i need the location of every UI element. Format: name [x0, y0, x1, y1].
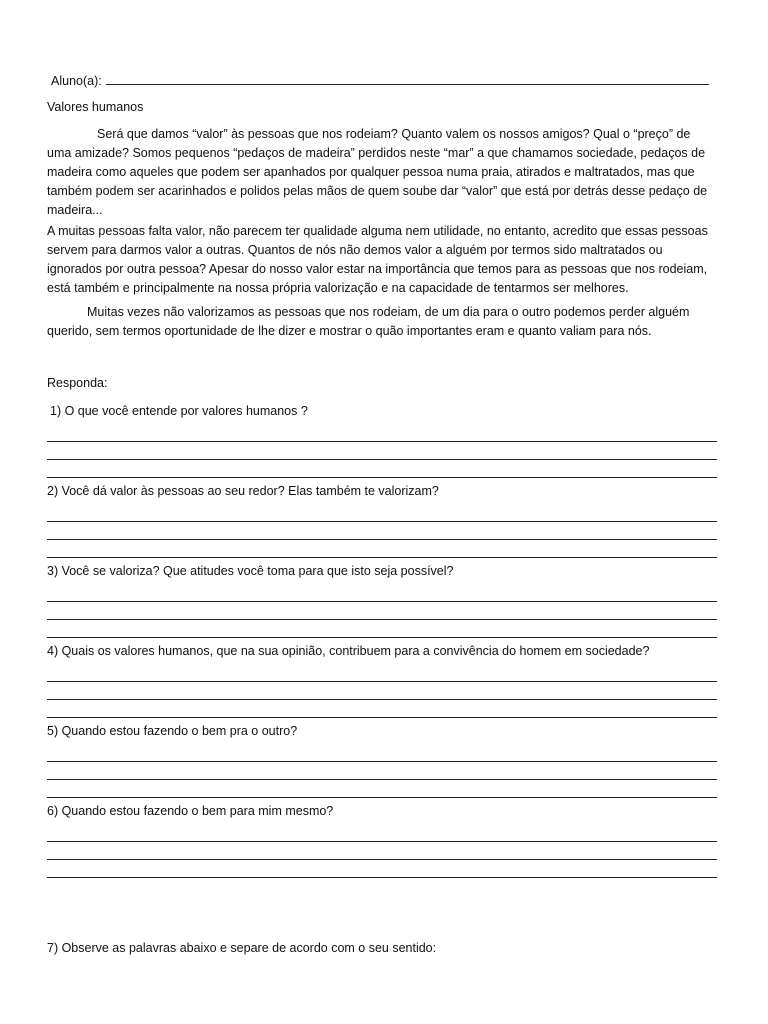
paragraph-2: A muitas pessoas falta valor, não parecem ter qualidade alguma nem utilidade, no entanto, acredito que essas pessoas servem para darmos valor a outras. Quantos de nós não demos valor a alguém por termos sido maltratados ou ignorados por outra pessoa? Apesar do nosso valor estar na importância que temos para as pessoas que nos rodeiam, está também e principalmente na nossa própria valorização e na capacidade de tentarmos ser melhores.: [47, 224, 708, 295]
answer-line[interactable]: [47, 780, 717, 798]
answer-line[interactable]: [47, 762, 717, 780]
question-3: [47, 564, 717, 638]
question-5-text: 5) Quando estou fazendo o bem pra o outro?: [47, 724, 298, 738]
answer-lines-2: [47, 504, 717, 558]
question-1-text: 1) O que você entende por valores humanos ?: [50, 404, 308, 418]
answer-lines-4: [47, 664, 717, 718]
paragraph-3: Muitas vezes não valorizamos as pessoas que nos rodeiam, de um dia para o outro podemos perder alguém querido, sem termos oportunidade de lhe dizer e mostrar o quão importantes eram e quanto valiam para nós.: [47, 305, 690, 338]
question-6: [47, 804, 717, 878]
answer-line[interactable]: [47, 424, 717, 442]
answer-line[interactable]: [47, 504, 717, 522]
answer-line[interactable]: [47, 860, 717, 878]
text-title: Valores humanos: [47, 100, 144, 114]
student-name-row: [51, 72, 709, 88]
paragraph-1: Será que damos “valor” às pessoas que nos rodeiam? Quanto valem os nossos amigos? Qual o “preço” de uma amizade? Somos pequenos “pedaços de madeira” perdidos neste “mar” a que chamamos sociedade, pedaços de madeira como aqueles que podem ser apanhados por qualquer pessoa numa praia, atirados e maltratados, mas que também podem ser acarinhados e polidos pelas mãos de quem soube dar “valor” que está por detrás desse pedaço de madeira...: [47, 127, 708, 217]
question-4: [47, 644, 717, 718]
answer-line[interactable]: [47, 842, 717, 860]
answer-line[interactable]: [47, 522, 717, 540]
answer-lines-3: [47, 584, 717, 638]
answer-line[interactable]: [47, 824, 717, 842]
answer-lines-5: [47, 744, 717, 798]
question-2: [47, 484, 717, 558]
student-name-label: Aluno(a):: [51, 74, 102, 88]
answer-line[interactable]: [47, 584, 717, 602]
answer-line[interactable]: [47, 442, 717, 460]
answer-line[interactable]: [47, 700, 717, 718]
respond-label: Responda:: [47, 376, 108, 390]
answer-lines-1: [47, 424, 717, 478]
question-2-text: 2) Você dá valor às pessoas ao seu redor? Elas também te valorizam?: [47, 484, 439, 498]
answer-lines-6: [47, 824, 717, 878]
question-1: [47, 404, 717, 478]
question-5: [47, 724, 717, 798]
question-6-text: 6) Quando estou fazendo o bem para mim mesmo?: [47, 804, 334, 818]
student-name-line[interactable]: [106, 72, 709, 85]
answer-line[interactable]: [47, 460, 717, 478]
question-7-text: 7) Observe as palavras abaixo e separe de acordo com o seu sentido:: [47, 941, 437, 955]
answer-line[interactable]: [47, 664, 717, 682]
answer-line[interactable]: [47, 540, 717, 558]
answer-line[interactable]: [47, 744, 717, 762]
question-3-text: 3) Você se valoriza? Que atitudes você toma para que isto seja possível?: [47, 564, 454, 578]
question-4-text: 4) Quais os valores humanos, que na sua opinião, contribuem para a convivência do homem em sociedade?: [47, 644, 650, 658]
answer-line[interactable]: [47, 620, 717, 638]
answer-line[interactable]: [47, 682, 717, 700]
answer-line[interactable]: [47, 602, 717, 620]
